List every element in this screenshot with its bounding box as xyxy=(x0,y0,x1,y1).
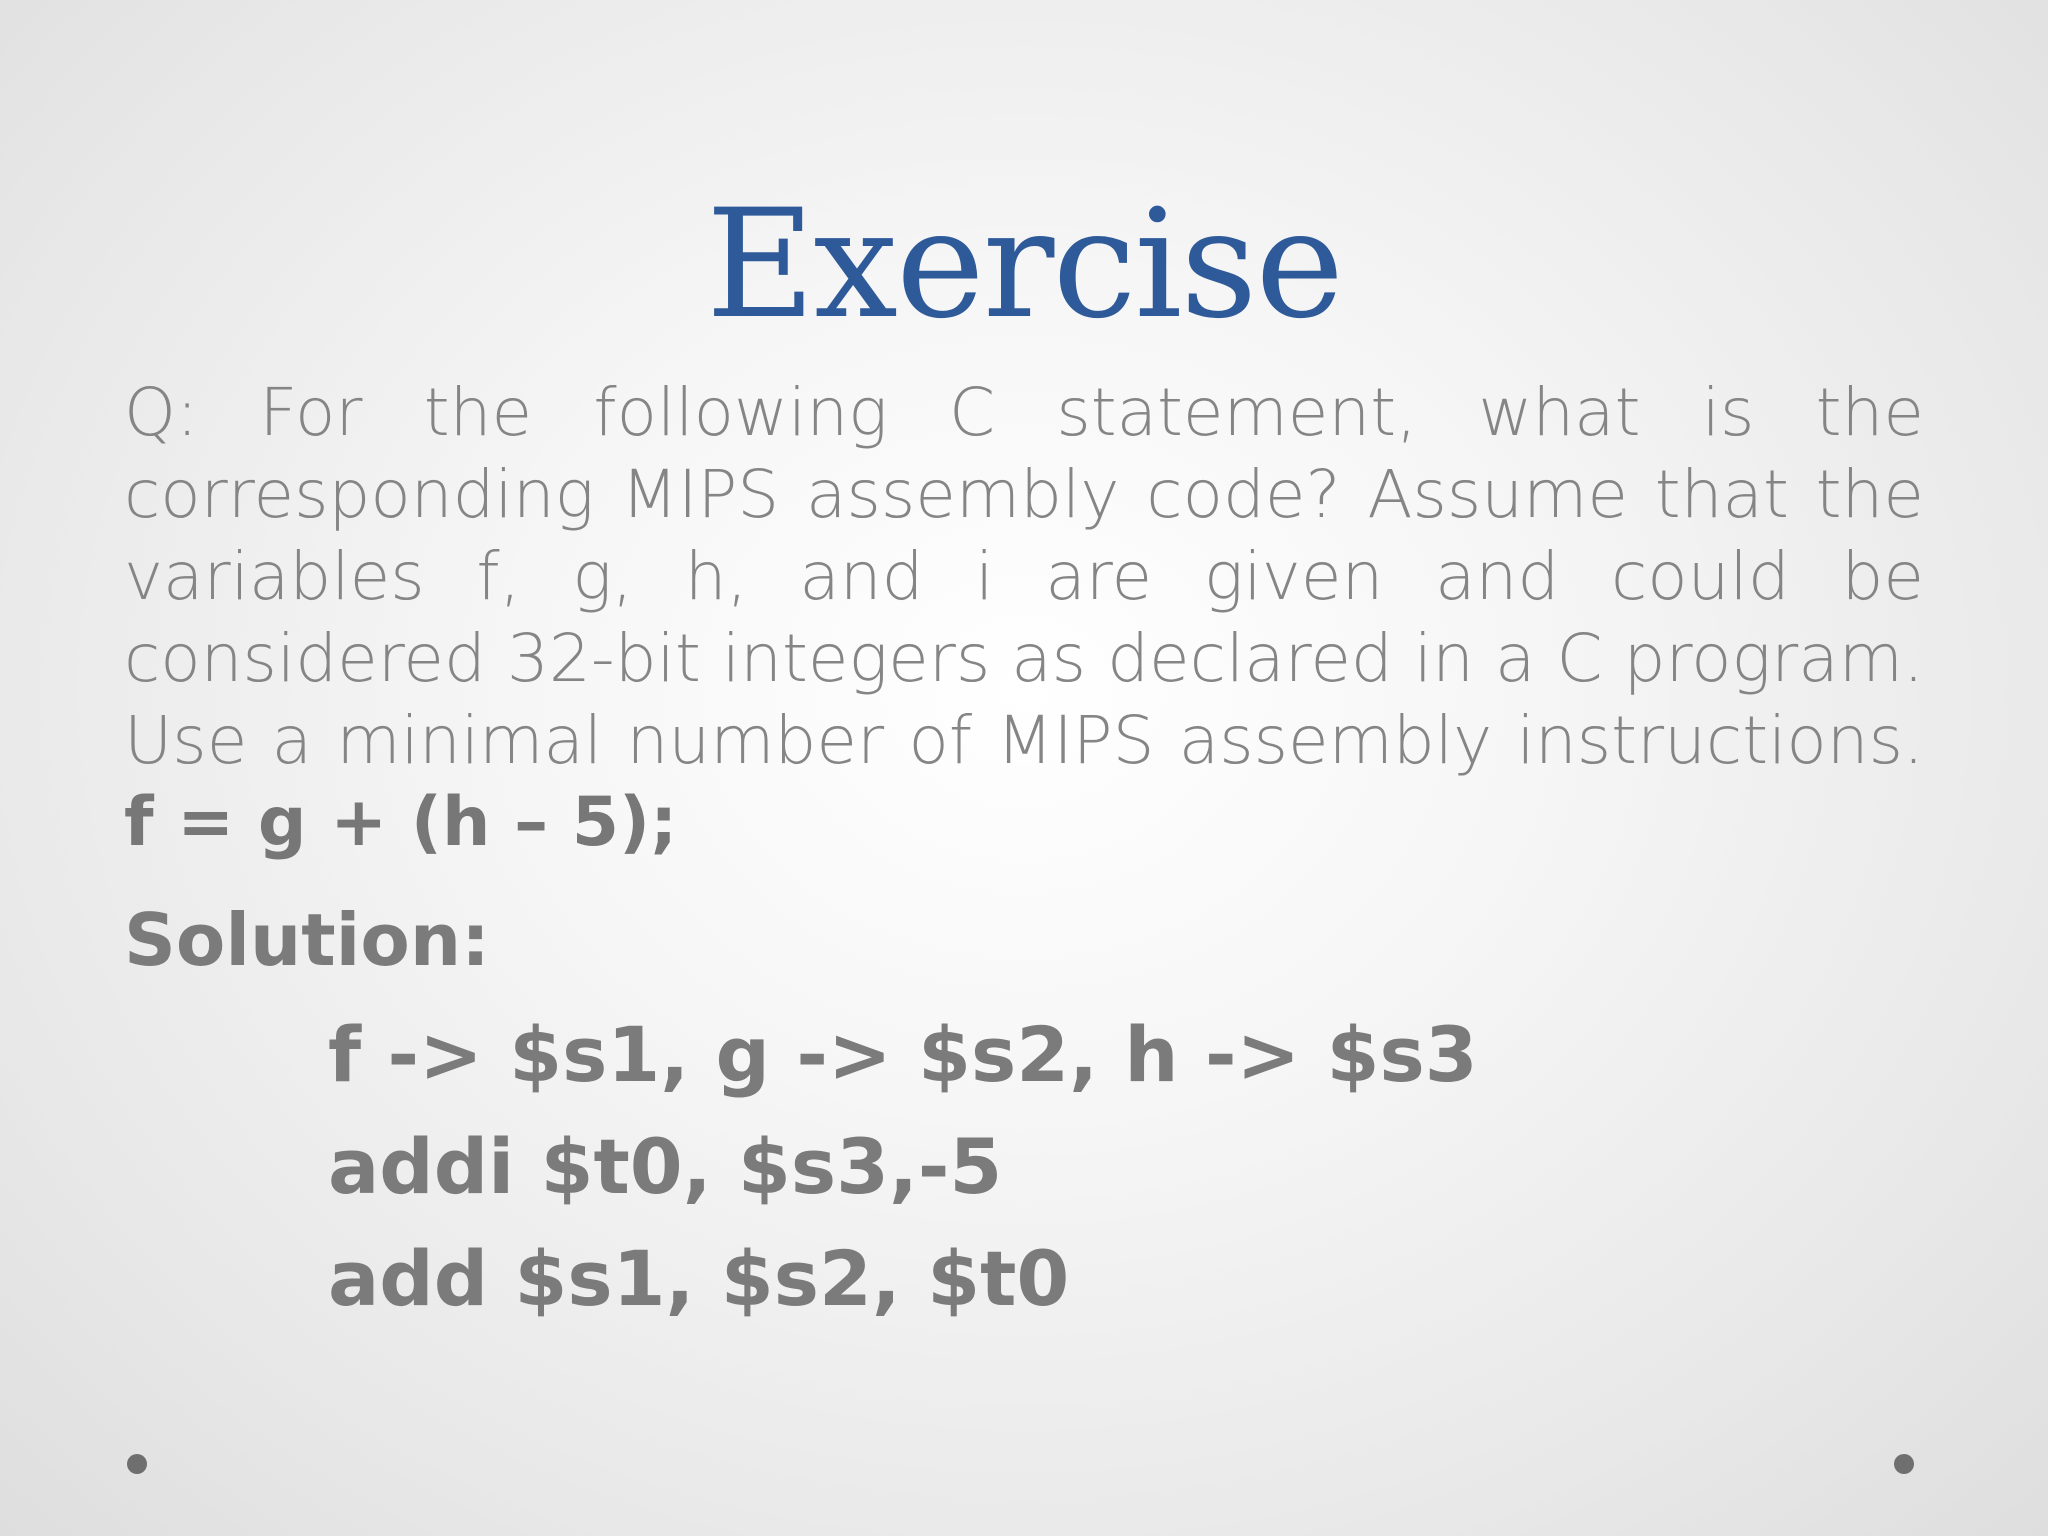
slide-title: Exercise xyxy=(705,178,1343,352)
solution-label: Solution: xyxy=(124,898,490,982)
question-paragraph xyxy=(124,372,1924,864)
bottom-left-dot xyxy=(127,1454,147,1474)
solution-code xyxy=(328,1003,1478,1339)
addi-instruction-line: addi $t0, $s3,-5 xyxy=(328,1122,1003,1211)
register-mapping-line: f -> $s1, g -> $s2, h -> $s3 xyxy=(328,1010,1478,1099)
question-text: Q: For the following C statement, what is the corresponding MIPS assembly code? Assume that the variables f, g, h, and i are given and could be considered 32-bit integers as declared in a C program. Use a minimal number of MIPS assembly instructions. xyxy=(124,374,1924,779)
add-instruction-line: add $s1, $s2, $t0 xyxy=(328,1234,1070,1323)
bottom-right-dot xyxy=(1894,1454,1914,1474)
c-statement: f = g + (h – 5); xyxy=(124,783,678,862)
